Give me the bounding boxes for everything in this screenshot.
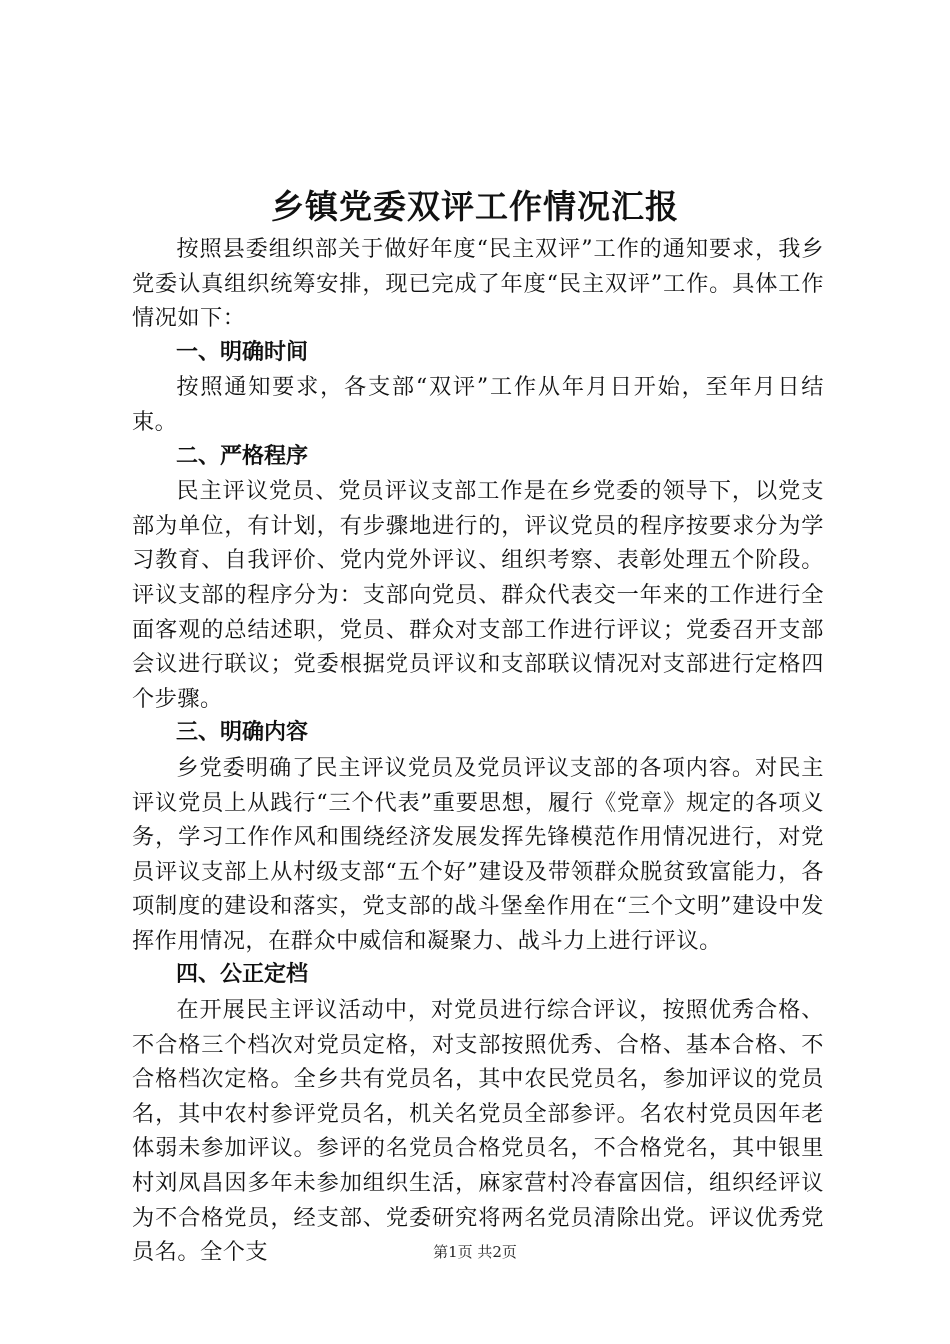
- section-heading-grading: 四、公正定档: [176, 962, 309, 988]
- intro-paragraph: 按照县委组织部关于做好年度“民主双评”工作的通知要求，我乡党委认真组织统筹安排，现已完成了年度“民主双评”工作。具体工作情况如下：: [132, 236, 824, 332]
- document-body: [132, 232, 824, 1270]
- section-body-grading: 在开展民主评议活动中，对党员进行综合评议，按照优秀合格、不合格三个档次对党员定格，对支部按照优秀、合格、基本合格、不合格档次定格。全乡共有党员名，其中农民党员名，参加评议的党员名，其中农村参评党员名，机关名党员全部参评。名农村党员因年老体弱未参加评议。参评的名党员合格党员名，不合格党名，其中银里村刘凤昌因多年未参加组织生活，麻家营村冷春富因信，组织经评议为不合格党员，经支部、党委研究将两名党员清除出党。评议优秀党员名。全个支: [132, 997, 824, 1266]
- section-heading-content: 三、明确内容: [176, 720, 309, 746]
- section-body-time: 按照通知要求，各支部“双评”工作从年月日开始，至年月日结束。: [132, 374, 824, 435]
- section-heading-time: 一、明确时间: [176, 339, 309, 365]
- document-title: 乡镇党委双评工作情况汇报: [271, 187, 679, 226]
- section-heading-procedure: 二、严格程序: [176, 443, 309, 469]
- page-number-footer: 第1页 共2页: [433, 1243, 517, 1261]
- section-body-procedure: 民主评议党员、党员评议支部工作是在乡党委的领导下，以党支部为单位，有计划，有步骤地进行的，评议党员的程序按要求分为学习教育、自我评价、党内党外评议、组织考察、表彰处理五个阶段。评议支部的程序分为：支部向党员、群众代表交一年来的工作进行全面客观的总结述职，党员、群众对支部工作进行评议；党委召开支部会议进行联议；党委根据党员评议和支部联议情况对支部进行定格四个步骤。: [132, 478, 824, 712]
- section-body-content: 乡党委明确了民主评议党员及党员评议支部的各项内容。对民主评议党员上从践行“三个代表”重要思想，履行《党章》规定的各项义务，学习工作作风和围绕经济发展发挥先锋模范作用情况进行，对党员评议支部上从村级支部“五个好”建设及带领群众脱贫致富能力，各项制度的建设和落实，党支部的战斗堡垒作用在“三个文明”建设中发挥作用情况，在群众中威信和凝聚力、战斗力上进行评议。: [132, 754, 824, 954]
